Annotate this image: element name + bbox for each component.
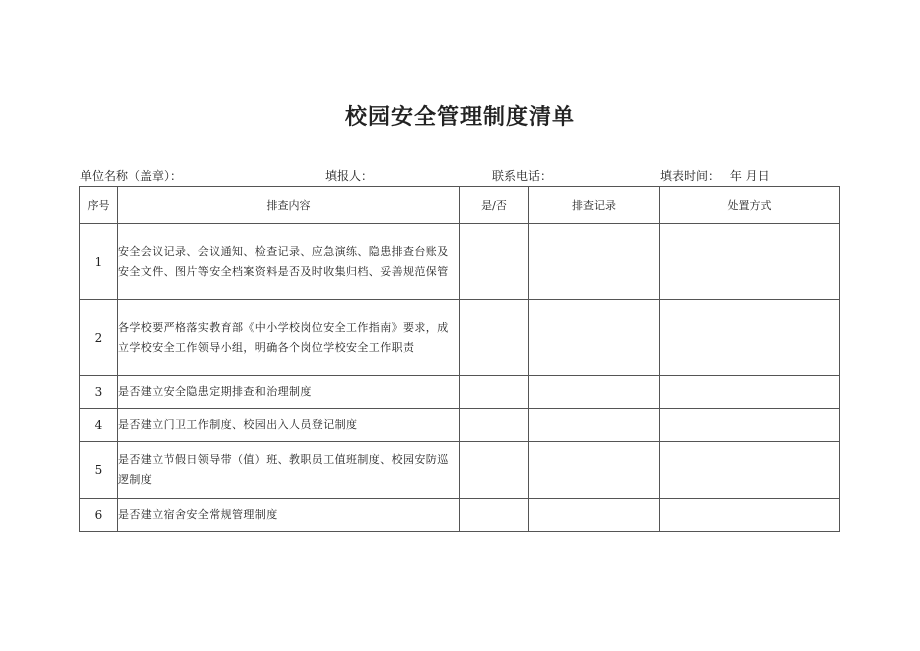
table-row xyxy=(80,224,840,300)
row-number: 4 xyxy=(80,409,118,442)
row-content: 是否建立宿舍安全常规管理制度 xyxy=(118,499,460,532)
row-number: 3 xyxy=(80,376,118,409)
record-cell[interactable] xyxy=(529,224,660,300)
table-row xyxy=(80,300,840,376)
action-cell[interactable] xyxy=(660,300,840,376)
action-cell[interactable] xyxy=(660,442,840,499)
record-cell[interactable] xyxy=(529,499,660,532)
record-cell[interactable] xyxy=(529,409,660,442)
row-content: 安全会议记录、会议通知、检查记录、应急演练、隐患排查台账及安全文件、图片等安全档案资料是否及时收集归档、妥善规范保管 xyxy=(118,224,460,300)
action-cell[interactable] xyxy=(660,499,840,532)
record-cell[interactable] xyxy=(529,300,660,376)
unit-name-label: 单位名称（盖章）： xyxy=(80,169,183,183)
header-no: 序号 xyxy=(80,187,118,224)
filler-label: 填报人： xyxy=(325,169,374,183)
page-title: 校园安全管理制度清单 xyxy=(344,105,575,130)
table-row xyxy=(80,442,840,499)
action-cell[interactable] xyxy=(660,376,840,409)
header-content: 排查内容 xyxy=(118,187,460,224)
row-content: 是否建立节假日领导带（值）班、教职员工值班制度、校园安防巡逻制度 xyxy=(118,442,460,499)
yes-no-cell[interactable] xyxy=(460,409,529,442)
row-content: 各学校要严格落实教育部《中小学校岗位安全工作指南》要求，成立学校安全工作领导小组，明确各个岗位学校安全工作职责 xyxy=(118,300,460,376)
yes-no-cell[interactable] xyxy=(460,224,529,300)
row-number: 5 xyxy=(80,442,118,499)
header-yes-no: 是/否 xyxy=(460,187,529,224)
table-row xyxy=(80,499,840,532)
phone-label: 联系电话： xyxy=(492,169,553,183)
checklist-table xyxy=(79,186,840,532)
header-action: 处置方式 xyxy=(660,187,840,224)
header-record: 排查记录 xyxy=(529,187,660,224)
date-label xyxy=(660,167,770,184)
row-content: 是否建立门卫工作制度、校园出入人员登记制度 xyxy=(118,409,460,442)
row-number: 2 xyxy=(80,300,118,376)
table-header-row xyxy=(80,187,840,224)
yes-no-cell[interactable] xyxy=(460,300,529,376)
date-label-text: 填表时间： xyxy=(660,169,721,183)
action-cell[interactable] xyxy=(660,409,840,442)
table-row xyxy=(80,409,840,442)
table-row xyxy=(80,376,840,409)
yes-no-cell[interactable] xyxy=(460,442,529,499)
record-cell[interactable] xyxy=(529,376,660,409)
row-number: 1 xyxy=(80,224,118,300)
row-number: 6 xyxy=(80,499,118,532)
action-cell[interactable] xyxy=(660,224,840,300)
record-cell[interactable] xyxy=(529,442,660,499)
row-content: 是否建立安全隐患定期排查和治理制度 xyxy=(118,376,460,409)
date-value: 年 月日 xyxy=(729,169,770,183)
yes-no-cell[interactable] xyxy=(460,499,529,532)
yes-no-cell[interactable] xyxy=(460,376,529,409)
